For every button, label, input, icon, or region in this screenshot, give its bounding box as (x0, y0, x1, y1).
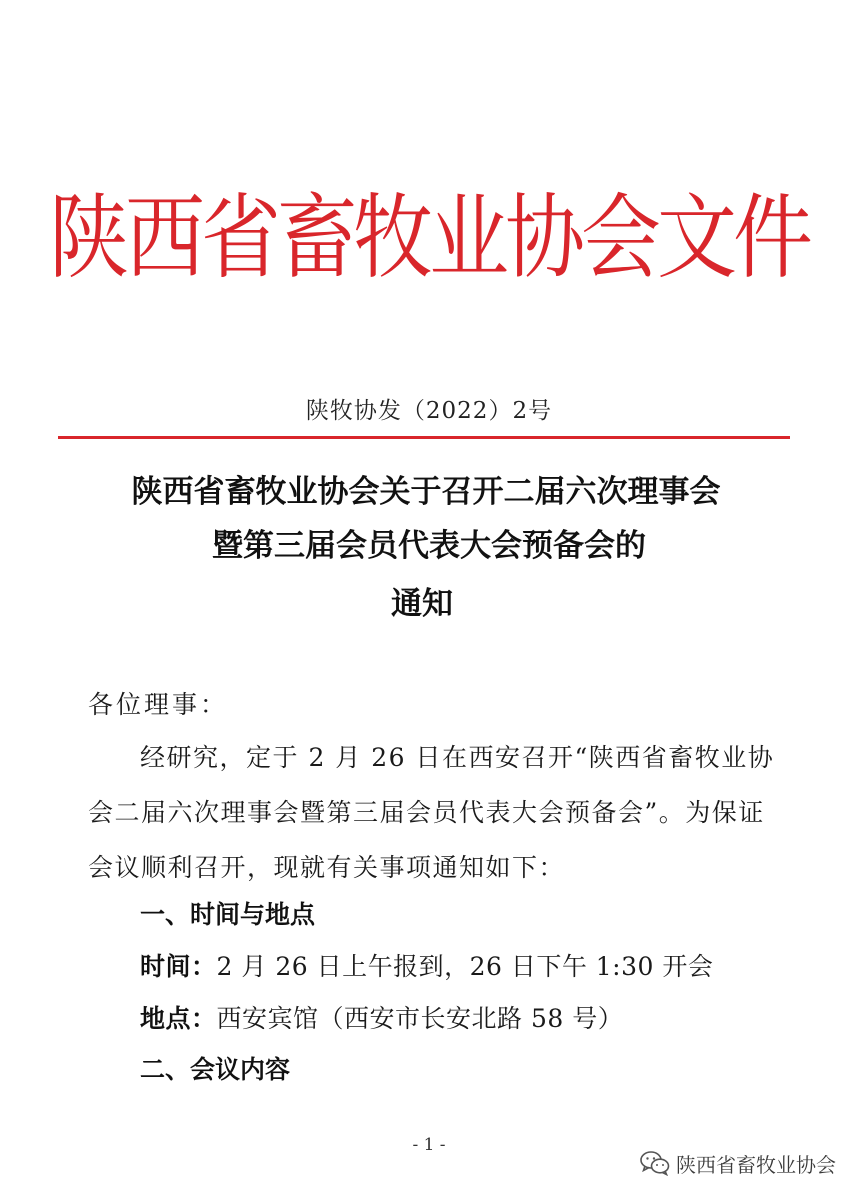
notice-title-line-1: 陕西省畜牧业协会关于召开二届六次理事会 (131, 474, 721, 510)
document-number: 陕牧协发（2022）2号 (305, 398, 553, 424)
time-value: 2 月 26 日上午报到，26 日下午 1:30 开会 (216, 952, 714, 981)
salutation: 各位理事： (88, 690, 229, 719)
paragraph-line-1: 经研究，定于 2 月 26 日在西安召开“陕西省畜牧业协 (140, 743, 775, 772)
time-label: 时间： (140, 952, 217, 981)
red-header-title: 陕西省畜牧业协会文件 (49, 184, 809, 292)
place-label: 地点： (140, 1004, 217, 1033)
time-line (140, 947, 713, 987)
section-heading-meeting-content: 二、会议内容 (140, 1055, 291, 1084)
paragraph-line-2: 会二届六次理事会暨第三届会员代表大会预备会”。为保证 (88, 798, 765, 827)
page-number: - 1 - (412, 1135, 446, 1155)
watermark-text: 陕西省畜牧业协会 (676, 1152, 836, 1177)
section-heading-time-place: 一、时间与地点 (140, 900, 316, 929)
red-divider-line (58, 436, 790, 439)
wechat-icon (640, 1150, 670, 1176)
paragraph-line-3: 会议顺利召开，现就有关事项通知如下： (88, 853, 566, 882)
place-value: 西安宾馆（西安市长安北路 58 号） (216, 1004, 624, 1033)
notice-title-line-3: 通知 (391, 586, 453, 622)
place-line (140, 999, 623, 1039)
notice-title-line-2: 暨第三届会员代表大会预备会的 (212, 528, 646, 564)
wechat-watermark (640, 1146, 836, 1180)
